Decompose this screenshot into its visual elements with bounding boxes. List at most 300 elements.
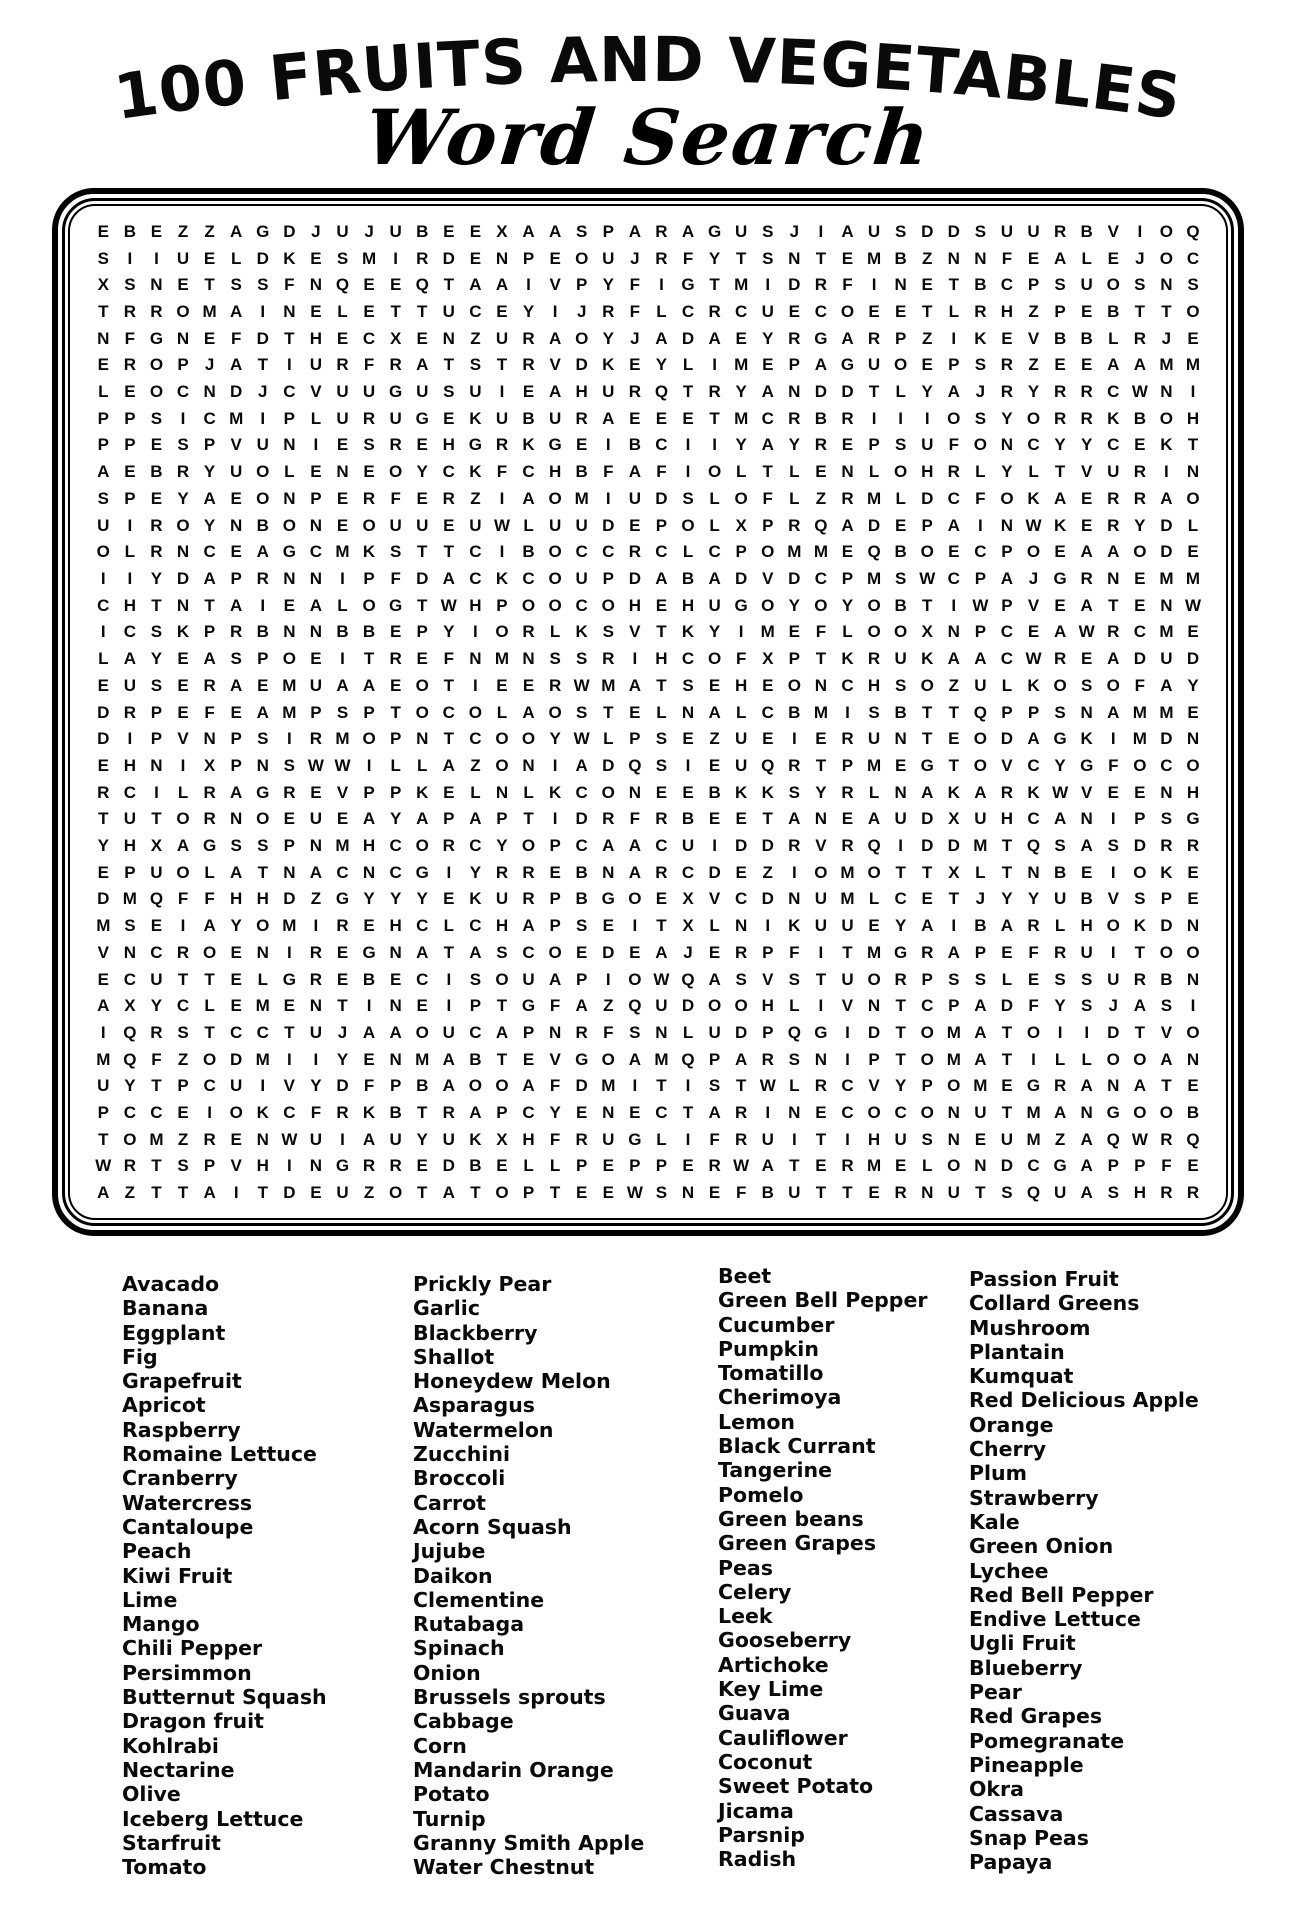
grid-letter: E xyxy=(150,488,163,508)
grid-letter: C xyxy=(176,382,190,402)
word-item: Papaya xyxy=(969,1850,1053,1875)
grid-letter: U xyxy=(336,1183,349,1203)
grid-letter: L xyxy=(656,301,667,321)
grid-letter: F xyxy=(603,462,614,482)
grid-letter: H xyxy=(123,755,136,775)
grid-letter: F xyxy=(284,275,295,295)
grid-letter: Q xyxy=(681,1049,695,1069)
grid-letter: A xyxy=(230,355,243,375)
grid-letter: E xyxy=(416,488,428,508)
grid-letter: B xyxy=(362,622,376,642)
grid-letter: R xyxy=(735,1129,748,1149)
grid-letter: T xyxy=(709,408,720,428)
grid-letter: U xyxy=(575,515,588,535)
grid-letter: R xyxy=(123,1156,136,1176)
grid-letter: O xyxy=(973,729,987,749)
grid-letter: U xyxy=(1000,1129,1014,1149)
grid-letter: A xyxy=(761,382,774,402)
grid-letter: T xyxy=(417,595,428,615)
grid-letter: C xyxy=(442,462,455,482)
grid-letter: H xyxy=(123,836,136,856)
grid-row xyxy=(90,725,1206,752)
grid-letter: E xyxy=(655,782,668,802)
word-column-2 xyxy=(413,1272,644,1879)
grid-letter: P xyxy=(841,755,854,775)
word-item: Mandarin Orange xyxy=(413,1757,614,1782)
grid-letter: E xyxy=(230,969,242,989)
grid-letter: E xyxy=(310,248,322,268)
grid-letter: P xyxy=(363,782,375,802)
grid-letter: N xyxy=(522,755,535,775)
grid-letter: I xyxy=(260,1076,266,1096)
grid-letter: I xyxy=(632,649,638,669)
grid-letter: E xyxy=(177,1103,189,1123)
grid-letter: R xyxy=(841,1156,854,1176)
grid-letter: O xyxy=(947,1156,961,1176)
grid-letter: T xyxy=(815,1183,827,1203)
grid-letter: F xyxy=(603,1022,614,1042)
grid-letter: C xyxy=(681,862,695,882)
grid-letter: R xyxy=(788,836,801,856)
grid-letter: I xyxy=(154,782,159,802)
grid-letter: U xyxy=(442,1129,455,1149)
grid-letter: V xyxy=(1027,595,1040,615)
grid-letter: K xyxy=(548,782,562,802)
grid-letter: S xyxy=(974,221,987,241)
grid-letter: T xyxy=(815,1129,827,1149)
grid-letter: G xyxy=(468,435,482,455)
grid-letter: M xyxy=(866,755,882,775)
grid-letter: S xyxy=(97,488,109,508)
grid-letter: E xyxy=(257,675,269,695)
grid-letter: I xyxy=(180,755,186,775)
grid-letter: A xyxy=(628,462,641,482)
grid-letter: T xyxy=(682,382,694,402)
grid-row xyxy=(90,378,1206,405)
grid-letter: A xyxy=(469,1103,482,1123)
grid-letter: J xyxy=(204,355,215,375)
grid-letter: T xyxy=(443,275,454,295)
grid-letter: R xyxy=(841,836,854,856)
word-item: Watermelon xyxy=(413,1417,554,1442)
grid-letter: A xyxy=(522,488,535,508)
grid-letter: G xyxy=(734,595,748,615)
grid-letter: Y xyxy=(203,462,216,482)
grid-letter: N xyxy=(1080,702,1093,722)
grid-letter: E xyxy=(815,1103,827,1123)
grid-letter: N xyxy=(628,782,641,802)
grid-letter: F xyxy=(204,702,215,722)
grid-letter: E xyxy=(1134,568,1146,588)
grid-letter: A xyxy=(655,328,668,348)
grid-letter: T xyxy=(257,355,268,375)
grid-letter: G xyxy=(548,435,562,455)
grid-letter: T xyxy=(895,1022,906,1042)
grid-letter: V xyxy=(708,889,721,909)
grid-letter: K xyxy=(974,328,987,348)
grid-letter: D xyxy=(336,1076,349,1096)
grid-letter: U xyxy=(602,1129,615,1149)
grid-letter: T xyxy=(1187,435,1199,455)
grid-letter: L xyxy=(1081,1049,1092,1069)
grid-letter: C xyxy=(1027,755,1040,775)
grid-letter: U xyxy=(230,462,243,482)
grid-letter: O xyxy=(468,702,482,722)
grid-letter: U xyxy=(362,382,376,402)
grid-letter: H xyxy=(362,836,376,856)
grid-letter: E xyxy=(124,462,136,482)
grid-letter: E xyxy=(762,729,774,749)
grid-letter: E xyxy=(682,782,694,802)
grid-letter: F xyxy=(948,435,959,455)
word-item: Kiwi Fruit xyxy=(122,1563,233,1588)
grid-letter: M xyxy=(1185,355,1201,375)
grid-letter: H xyxy=(1186,408,1200,428)
grid-letter: O xyxy=(1106,275,1120,295)
grid-letter: E xyxy=(576,435,588,455)
grid-letter: A xyxy=(708,969,721,989)
grid-letter: N xyxy=(814,675,828,695)
grid-letter: P xyxy=(948,996,960,1016)
grid-row xyxy=(90,458,1206,485)
grid-letter: T xyxy=(443,355,454,375)
grid-letter: P xyxy=(124,435,136,455)
grid-letter: W xyxy=(626,1183,643,1203)
grid-letter: J xyxy=(630,328,640,348)
grid-letter: O xyxy=(495,755,509,775)
grid-letter: P xyxy=(150,729,163,749)
grid-letter: A xyxy=(575,755,588,775)
grid-letter: O xyxy=(1133,1049,1147,1069)
word-item: Key Lime xyxy=(718,1677,824,1702)
grid-letter: B xyxy=(894,542,907,562)
grid-letter: O xyxy=(229,1103,243,1123)
grid-letter: D xyxy=(97,889,110,909)
grid-letter: I xyxy=(100,568,106,588)
page-subtitle: Word Search xyxy=(360,93,936,182)
grid-letter: R xyxy=(575,1022,588,1042)
grid-letter: P xyxy=(735,542,747,562)
grid-letter: I xyxy=(951,595,957,615)
grid-letter: I xyxy=(366,755,372,775)
grid-row xyxy=(90,1046,1206,1073)
grid-letter: R xyxy=(522,862,535,882)
grid-letter: U xyxy=(389,408,402,428)
grid-row xyxy=(90,271,1206,298)
grid-letter: Y xyxy=(443,622,455,642)
grid-letter: T xyxy=(815,649,827,669)
grid-letter: G xyxy=(415,862,429,882)
grid-letter: E xyxy=(336,969,349,989)
grid-row xyxy=(90,779,1206,806)
grid-letter: A xyxy=(974,1049,987,1069)
grid-letter: E xyxy=(549,248,561,268)
word-item: Orange xyxy=(969,1412,1054,1437)
grid-letter: S xyxy=(469,969,482,989)
grid-letter: D xyxy=(442,1156,455,1176)
grid-letter: X xyxy=(496,221,508,241)
grid-letter: C xyxy=(283,382,296,402)
grid-letter: S xyxy=(1054,969,1066,989)
grid-letter: F xyxy=(1001,248,1013,268)
word-item: Honeydew Melon xyxy=(413,1369,611,1394)
grid-letter: U xyxy=(548,515,562,535)
grid-letter: J xyxy=(576,301,587,321)
grid-letter: E xyxy=(576,1103,588,1123)
word-item: Blueberry xyxy=(969,1655,1083,1680)
grid-letter: K xyxy=(1027,488,1040,508)
word-item: Lime xyxy=(122,1587,178,1612)
grid-letter: E xyxy=(841,248,854,268)
grid-letter: K xyxy=(602,355,615,375)
grid-letter: R xyxy=(628,382,641,402)
grid-letter: D xyxy=(602,942,615,962)
grid-letter: O xyxy=(867,862,881,882)
word-item: Avacado xyxy=(122,1272,220,1296)
grid-letter: O xyxy=(548,542,562,562)
grid-letter: X xyxy=(948,809,960,829)
grid-letter: N xyxy=(1027,862,1040,882)
grid-letter: T xyxy=(284,328,295,348)
grid-letter: B xyxy=(416,221,429,241)
grid-letter: I xyxy=(286,1156,292,1176)
grid-letter: R xyxy=(655,221,668,241)
grid-letter: P xyxy=(921,515,933,535)
grid-letter: E xyxy=(921,889,933,909)
grid-letter: L xyxy=(895,382,906,402)
grid-letter: T xyxy=(417,1183,428,1203)
grid-letter: M xyxy=(946,1049,961,1069)
grid-letter: L xyxy=(1187,515,1199,535)
word-item: Green Bell Pepper xyxy=(718,1288,928,1313)
grid-letter: P xyxy=(576,275,588,295)
word-item: Artichoke xyxy=(718,1652,829,1677)
grid-letter: E xyxy=(97,755,109,775)
grid-letter: O xyxy=(1186,488,1200,508)
grid-letter: U xyxy=(336,408,349,428)
grid-letter: E xyxy=(310,782,322,802)
word-item: Potato xyxy=(413,1782,490,1807)
grid-letter: A xyxy=(203,1183,216,1203)
grid-letter: B xyxy=(1133,408,1146,428)
grid-letter: R xyxy=(602,301,615,321)
grid-row xyxy=(90,592,1206,619)
grid-letter: M xyxy=(813,702,828,722)
grid-letter: C xyxy=(655,542,668,562)
grid-letter: S xyxy=(974,355,987,375)
grid-letter: A xyxy=(921,782,934,802)
grid-letter: L xyxy=(868,889,880,909)
grid-letter: D xyxy=(735,568,748,588)
grid-letter: Q xyxy=(628,755,642,775)
grid-letter: E xyxy=(469,221,482,241)
grid-letter: I xyxy=(286,942,292,962)
grid-letter: T xyxy=(1001,862,1013,882)
grid-letter: N xyxy=(655,1022,668,1042)
grid-letter: M xyxy=(96,1049,111,1069)
grid-letter: G xyxy=(628,1129,642,1149)
grid-letter: N xyxy=(1107,1076,1120,1096)
grid-letter: A xyxy=(442,1049,455,1069)
grid-letter: R xyxy=(1053,221,1067,241)
grid-letter: O xyxy=(1186,301,1200,321)
grid-letter: O xyxy=(521,836,536,856)
grid-letter: T xyxy=(284,1022,295,1042)
grid-letter: Y xyxy=(1054,996,1066,1016)
grid-letter: S xyxy=(1081,996,1093,1016)
puzzle-border-outer xyxy=(52,188,1244,1236)
puzzle-border-middle xyxy=(62,198,1234,1226)
grid-letter: A xyxy=(1107,649,1120,669)
grid-letter: B xyxy=(1053,328,1067,348)
grid-letter: O xyxy=(521,729,536,749)
grid-letter: A xyxy=(256,542,269,562)
grid-letter: A xyxy=(548,382,562,402)
grid-letter: C xyxy=(575,836,588,856)
grid-letter: Q xyxy=(814,515,828,535)
grid-letter: P xyxy=(762,515,774,535)
grid-letter: M xyxy=(866,488,882,508)
word-item: Spinach xyxy=(413,1636,505,1661)
grid-letter: V xyxy=(762,969,774,989)
word-item: Green Onion xyxy=(969,1534,1114,1559)
grid-letter: U xyxy=(894,649,907,669)
grid-letter: C xyxy=(469,568,482,588)
grid-letter: I xyxy=(978,515,983,535)
grid-letter: K xyxy=(788,916,801,936)
grid-letter: S xyxy=(894,221,907,241)
grid-row xyxy=(90,859,1206,886)
grid-letter: E xyxy=(815,729,827,749)
grid-letter: G xyxy=(1026,1076,1041,1096)
grid-letter: D xyxy=(681,996,695,1016)
grid-letter: R xyxy=(336,916,349,936)
grid-letter: V xyxy=(1081,782,1093,802)
grid-letter: S xyxy=(868,702,880,722)
grid-letter: A xyxy=(1107,542,1120,562)
grid-letter: A xyxy=(522,916,535,936)
grid-row xyxy=(90,939,1206,966)
grid-letter: O xyxy=(362,595,376,615)
word-item: Persimmon xyxy=(122,1660,252,1685)
word-item: Nectarine xyxy=(122,1757,235,1782)
grid-letter: U xyxy=(123,809,136,829)
grid-letter: A xyxy=(336,675,349,695)
word-item: Snap Peas xyxy=(969,1825,1089,1850)
grid-letter: M xyxy=(335,542,350,562)
grid-letter: M xyxy=(601,675,616,695)
grid-letter: I xyxy=(1057,1022,1063,1042)
grid-letter: Z xyxy=(1028,301,1039,321)
grid-letter: M xyxy=(96,916,111,936)
grid-letter: U xyxy=(176,248,190,268)
grid-letter: I xyxy=(499,382,505,402)
grid-letter: E xyxy=(682,408,694,428)
grid-letter: V xyxy=(230,1156,242,1176)
word-item: Apricot xyxy=(122,1393,206,1418)
grid-letter: Y xyxy=(389,889,402,909)
grid-letter: R xyxy=(123,355,136,375)
grid-letter: I xyxy=(127,568,133,588)
grid-letter: G xyxy=(389,382,403,402)
word-item: Kohlrabi xyxy=(122,1733,219,1758)
grid-letter: G xyxy=(1053,729,1067,749)
grid-letter: D xyxy=(735,836,748,856)
grid-letter: U xyxy=(336,221,349,241)
grid-letter: A xyxy=(123,649,136,669)
grid-letter: T xyxy=(151,595,162,615)
grid-letter: T xyxy=(257,862,268,882)
grid-letter: C xyxy=(921,996,934,1016)
word-item: Red Grapes xyxy=(969,1704,1103,1729)
grid-letter: S xyxy=(469,355,482,375)
grid-letter: P xyxy=(948,355,960,375)
word-item: Dragon fruit xyxy=(122,1709,264,1734)
grid-letter: T xyxy=(1054,462,1066,482)
grid-letter: W xyxy=(759,1076,776,1096)
grid-letter: S xyxy=(257,275,269,295)
word-item: Parsnip xyxy=(718,1822,805,1847)
grid-letter: C xyxy=(1000,649,1014,669)
grid-letter: I xyxy=(712,435,717,455)
grid-letter: P xyxy=(389,1076,402,1096)
grid-row xyxy=(90,992,1206,1019)
grid-letter: J xyxy=(258,382,268,402)
grid-letter: R xyxy=(575,408,588,428)
grid-letter: T xyxy=(1001,1022,1013,1042)
grid-letter: I xyxy=(473,675,478,695)
grid-letter: L xyxy=(470,782,481,802)
grid-letter: U xyxy=(1080,942,1093,962)
grid-letter: Y xyxy=(150,996,163,1016)
grid-letter: L xyxy=(337,595,348,615)
grid-letter: B xyxy=(256,622,269,642)
grid-letter: U xyxy=(841,916,854,936)
grid-letter: Y xyxy=(1134,515,1146,535)
grid-letter: W xyxy=(493,515,510,535)
grid-letter: H xyxy=(681,595,695,615)
grid-letter: C xyxy=(1107,435,1120,455)
grid-letter: R xyxy=(1053,408,1067,428)
grid-letter: E xyxy=(602,1183,614,1203)
grid-letter: C xyxy=(469,836,482,856)
grid-letter: O xyxy=(867,969,881,989)
grid-letter: T xyxy=(948,889,959,909)
grid-letter: A xyxy=(708,568,721,588)
grid-letter: P xyxy=(203,435,216,455)
grid-letter: A xyxy=(522,1076,535,1096)
grid-letter: C xyxy=(602,542,615,562)
grid-letter: I xyxy=(233,1183,239,1203)
grid-letter: W xyxy=(1078,622,1095,642)
grid-letter: R xyxy=(1107,515,1120,535)
grid-letter: J xyxy=(1028,568,1039,588)
grid-letter: T xyxy=(922,595,933,615)
grid-letter: P xyxy=(788,649,800,669)
word-item: Passion Fruit xyxy=(969,1267,1119,1291)
grid-letter: N xyxy=(974,1156,987,1176)
grid-letter: H xyxy=(309,328,323,348)
grid-letter: J xyxy=(364,221,374,241)
grid-letter: N xyxy=(176,542,190,562)
grid-letter: K xyxy=(256,1103,269,1123)
grid-letter: D xyxy=(761,889,774,909)
grid-letter: S xyxy=(974,408,987,428)
word-item: Grapefruit xyxy=(122,1369,242,1394)
grid-letter: T xyxy=(789,1156,800,1176)
grid-letter: U xyxy=(442,301,455,321)
grid-letter: G xyxy=(707,221,722,241)
